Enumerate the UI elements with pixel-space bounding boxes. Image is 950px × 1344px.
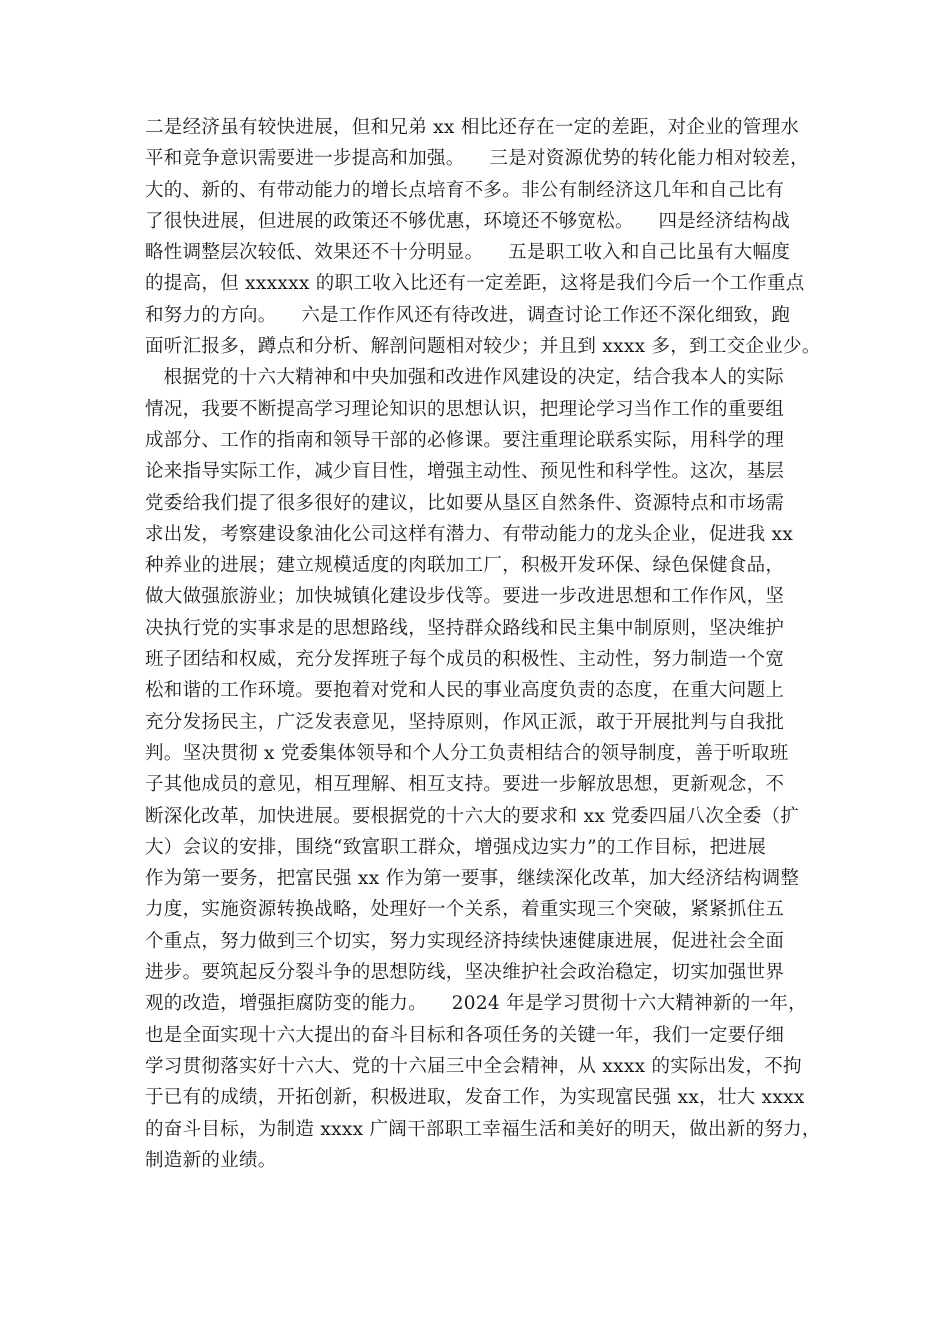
text-line: 子其他成员的意见，相互理解、相互支持。要进一步解放思想，更新观念，不 <box>145 774 785 796</box>
text-line: 大）会议的安排，围绕“致富职工群众，增强戍边实力”的工作目标，把进展 <box>145 836 767 858</box>
text-line: 判。坚决贯彻 x 党委集体领导和个人分工负责相结合的领导制度，善于听取班 <box>145 742 789 764</box>
text-line: 于已有的成绩，开拓创新，积极进取，发奋工作，为实现富民强 xx，壮大 xxxx <box>145 1087 805 1109</box>
text-line: 根据党的十六大精神和中央加强和改进作风建设的决定，结合我本人的实际 <box>145 367 784 389</box>
text-line: 和努力的方向。 六是工作作风还有待改进，调查讨论工作还不深化细致，跑 <box>145 304 791 326</box>
text-line: 二是经济虽有较快进展，但和兄弟 xx 相比还存在一定的差距，对企业的管理水 <box>145 117 800 138</box>
body-text <box>145 112 825 1176</box>
text-line: 面听汇报多，蹲点和分析、解剖问题相对较少；并且到 xxxx 多，到工交企业少。 <box>145 336 821 358</box>
text-line: 观的改造，增强拒腐防变的能力。 2024 年是学习贯彻十六大精神新的一年， <box>145 993 807 1015</box>
text-line: 平和竞争意识需要进一步提高和加强。 三是对资源优势的转化能力相对较差， <box>145 148 809 170</box>
text-line: 制造新的业绩。 <box>145 1149 277 1171</box>
text-line: 力度，实施资源转换战略，处理好一个关系，着重实现三个突破，紧紧抓住五 <box>145 899 785 921</box>
text-line: 种养业的进展；建立规模适度的肉联加工厂，积极开发环保、绿色保健食品， <box>145 555 785 577</box>
text-line: 充分发扬民主，广泛发表意见，坚持原则，作风正派，敢于开展批判与自我批 <box>145 711 785 733</box>
text-line: 学习贯彻落实好十六大、党的十六届三中全会精神，从 xxxx 的实际出发，不拘 <box>145 1055 802 1077</box>
text-line: 成部分、工作的指南和领导干部的必修课。要注重理论联系实际，用科学的理 <box>145 429 785 451</box>
text-line: 松和谐的工作环境。要抱着对党和人民的事业高度负责的态度，在重大问题上 <box>145 680 785 702</box>
text-line: 个重点，努力做到三个切实，努力实现经济持续快速健康进展，促进社会全面 <box>145 930 785 952</box>
text-line: 求出发，考察建设象油化公司这样有潜力、有带动能力的龙头企业，促进我 xx <box>145 523 794 545</box>
text-line: 作为第一要务，把富民强 xx 作为第一要事，继续深化改革，加大经济结构调整 <box>145 868 800 890</box>
text-line: 也是全面实现十六大提出的奋斗目标和各项任务的关键一年，我们一定要仔细 <box>145 1024 785 1046</box>
text-line: 党委给我们提了很多很好的建议，比如要从垦区自然条件、资源特点和市场需 <box>145 492 785 514</box>
text-line: 班子团结和权威，充分发挥班子每个成员的积极性、主动性，努力制造一个宽 <box>145 649 785 671</box>
text-line: 略性调整层次较低、效果还不十分明显。 五是职工收入和自己比虽有大幅度 <box>145 242 791 264</box>
text-line: 的提高，但 xxxxxx 的职工收入比还有一定差距，这将是我们今后一个工作重点 <box>145 273 805 295</box>
text-line: 了很快进展，但进展的政策还不够优惠，环境还不够宽松。 四是经济结构战 <box>145 210 791 232</box>
text-line: 做大做强旅游业；加快城镇化建设步伐等。要进一步改进思想和工作作风，坚 <box>145 586 785 608</box>
text-line: 决执行党的实事求是的思想路线，坚持群众路线和民主集中制原则，坚决维护 <box>145 617 785 639</box>
text-line: 情况，我要不断提高学习理论知识的思想认识，把理论学习当作工作的重要组 <box>145 398 785 420</box>
text-line: 大的、新的、有带动能力的增长点培育不多。非公有制经济这几年和自己比有 <box>145 179 785 201</box>
text-line: 断深化改革，加快进展。要根据党的十六大的要求和 xx 党委四届八次全委（扩 <box>145 805 800 827</box>
text-line: 论来指导实际工作，减少盲目性，增强主动性、预见性和科学性。这次，基层 <box>145 461 785 483</box>
text-line: 的奋斗目标，为制造 xxxx 广阔干部职工幸福生活和美好的明天，做出新的努力， <box>145 1118 821 1140</box>
text-line: 进步。要筑起反分裂斗争的思想防线，坚决维护社会政治稳定，切实加强世界 <box>145 962 785 984</box>
